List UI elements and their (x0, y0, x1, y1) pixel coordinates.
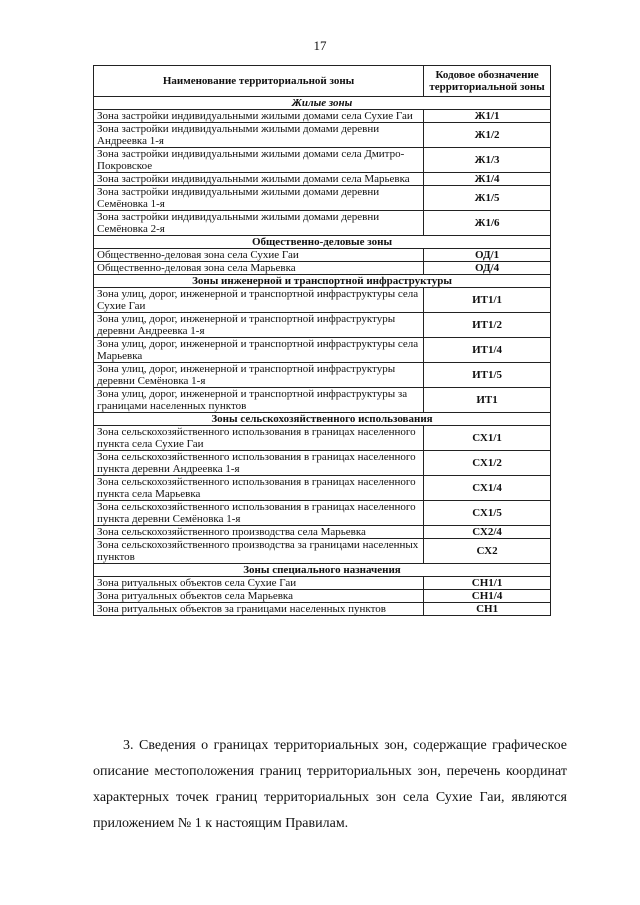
zone-name-cell: Зона сельскохозяйственного производства села Марьевка (94, 526, 424, 539)
section-row (94, 275, 551, 288)
table-row (94, 173, 551, 186)
paragraph-text: 3. Сведения о границах территориальных зон, содержащие графическое описание местоположения границ территориальных зон, перечень координат характерных точек границ территориальных зон села Сухие Гаи, являются приложением № 1 к настоящим Правилам. (93, 738, 567, 831)
zone-code-cell: СХ1/4 (424, 476, 551, 501)
table-row (94, 186, 551, 211)
table-header-row (94, 66, 551, 97)
zone-name-cell: Зона застройки индивидуальными жилыми домами села Сухие Гаи (94, 110, 424, 123)
table-row (94, 123, 551, 148)
table-row (94, 590, 551, 603)
zone-name-cell: Зона ритуальных объектов за границами населенных пунктов (94, 603, 424, 616)
section-title: Зоны инженерной и транспортной инфраструктуры (94, 275, 551, 288)
table-row (94, 110, 551, 123)
table-row (94, 476, 551, 501)
zone-name-cell: Зона застройки индивидуальными жилыми домами деревни Семёновка 1-я (94, 186, 424, 211)
table-row (94, 313, 551, 338)
table-row (94, 148, 551, 173)
zone-name-cell: Зона улиц, дорог, инженерной и транспортной инфраструктуры села Марьевка (94, 338, 424, 363)
table-row (94, 451, 551, 476)
page-number: 17 (313, 38, 327, 53)
zone-code-cell: ОД/1 (424, 249, 551, 262)
zone-name-cell: Зона сельскохозяйственного использования в границах населенного пункта села Сухие Гаи (94, 426, 424, 451)
zone-code-cell: Ж1/1 (424, 110, 551, 123)
table-row (94, 249, 551, 262)
zone-code-cell: Ж1/4 (424, 173, 551, 186)
header-zone-name: Наименование территориальной зоны (94, 66, 424, 97)
section-title: Жилые зоны (94, 97, 551, 110)
zone-name-cell: Зона застройки индивидуальными жилыми домами села Дмитро-Покровское (94, 148, 424, 173)
header-zone-code: Кодовое обозначение территориальной зоны (424, 66, 551, 97)
zone-name-cell: Зона улиц, дорог, инженерной и транспортной инфраструктуры деревни Андреевка 1-я (94, 313, 424, 338)
zone-code-cell: ИТ1/4 (424, 338, 551, 363)
zone-name-cell: Зона застройки индивидуальными жилыми домами деревни Андреевка 1-я (94, 123, 424, 148)
table-row (94, 288, 551, 313)
zone-name-cell: Зона застройки индивидуальными жилыми домами села Марьевка (94, 173, 424, 186)
zone-name-cell: Зона улиц, дорог, инженерной и транспортной инфраструктуры за границами населенных пунктов (94, 388, 424, 413)
table-row (94, 211, 551, 236)
zone-name-cell: Зона ритуальных объектов села Сухие Гаи (94, 577, 424, 590)
zone-code-cell: ИТ1 (424, 388, 551, 413)
zone-code-cell: ИТ1/1 (424, 288, 551, 313)
zone-code-cell: ОД/4 (424, 262, 551, 275)
zone-name-cell: Зона сельскохозяйственного использования в границах населенного пункта деревни Семёновка 1-я (94, 501, 424, 526)
zone-name-cell: Зона ритуальных объектов села Марьевка (94, 590, 424, 603)
table-row (94, 426, 551, 451)
zone-name-cell: Общественно-деловая зона села Марьевка (94, 262, 424, 275)
territorial-zones-table (93, 65, 551, 616)
section-row (94, 236, 551, 249)
zone-code-cell: СН1/1 (424, 577, 551, 590)
table-row (94, 526, 551, 539)
zone-code-cell: Ж1/5 (424, 186, 551, 211)
section-row (94, 413, 551, 426)
zone-code-cell: СН1/4 (424, 590, 551, 603)
zone-name-cell: Общественно-деловая зона села Сухие Гаи (94, 249, 424, 262)
body-paragraph (93, 733, 567, 837)
table-row (94, 603, 551, 616)
zone-code-cell: Ж1/2 (424, 123, 551, 148)
section-row (94, 97, 551, 110)
section-title: Зоны сельскохозяйственного использования (94, 413, 551, 426)
section-title: Зоны специального назначения (94, 564, 551, 577)
table-row (94, 539, 551, 564)
zone-code-cell: Ж1/6 (424, 211, 551, 236)
table-row (94, 501, 551, 526)
zone-name-cell: Зона улиц, дорог, инженерной и транспортной инфраструктуры села Сухие Гаи (94, 288, 424, 313)
zone-code-cell: СХ2 (424, 539, 551, 564)
zone-code-cell: СХ1/2 (424, 451, 551, 476)
zone-code-cell: ИТ1/5 (424, 363, 551, 388)
section-title: Общественно-деловые зоны (94, 236, 551, 249)
zone-code-cell: СН1 (424, 603, 551, 616)
zone-code-cell: Ж1/3 (424, 148, 551, 173)
zone-name-cell: Зона сельскохозяйственного использования в границах населенного пункта села Марьевка (94, 476, 424, 501)
zone-code-cell: СХ2/4 (424, 526, 551, 539)
zone-code-cell: СХ1/1 (424, 426, 551, 451)
table-row (94, 338, 551, 363)
table-row (94, 388, 551, 413)
table-row (94, 262, 551, 275)
zone-code-cell: ИТ1/2 (424, 313, 551, 338)
zone-name-cell: Зона застройки индивидуальными жилыми домами деревни Семёновка 2-я (94, 211, 424, 236)
table-row (94, 363, 551, 388)
zone-name-cell: Зона сельскохозяйственного производства за границами населенных пунктов (94, 539, 424, 564)
table-body (94, 97, 551, 616)
table-row (94, 577, 551, 590)
zone-code-cell: СХ1/5 (424, 501, 551, 526)
zone-name-cell: Зона сельскохозяйственного использования в границах населенного пункта деревни Андреевка 1-я (94, 451, 424, 476)
section-row (94, 564, 551, 577)
zone-name-cell: Зона улиц, дорог, инженерной и транспортной инфраструктуры деревни Семёновка 1-я (94, 363, 424, 388)
